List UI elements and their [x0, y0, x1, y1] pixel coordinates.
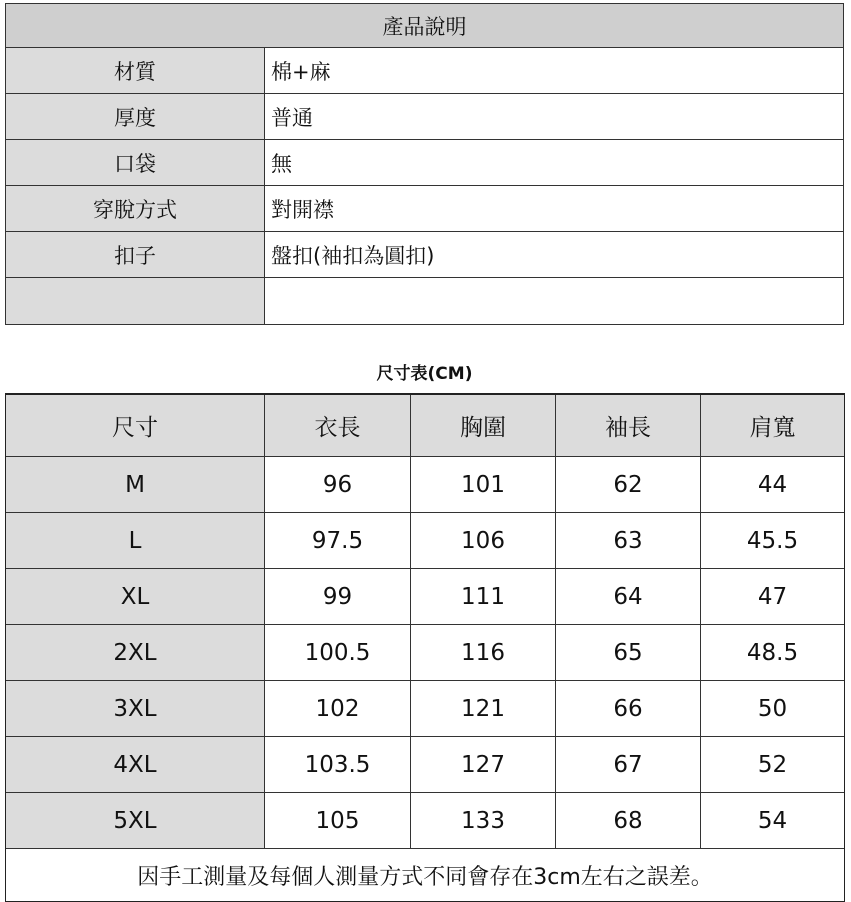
size-label: M — [6, 457, 265, 512]
table-cell: 47 — [757, 583, 788, 610]
table-cell: 121 — [411, 681, 556, 736]
table-cell: 45.5 — [746, 527, 799, 554]
desc-value — [265, 278, 843, 324]
table-cell: 100.5 — [265, 625, 411, 680]
table-cell: 67 — [556, 737, 701, 792]
desc-value: 普通 — [265, 94, 843, 139]
table-cell: 116 — [411, 625, 556, 680]
table-cell: 106 — [411, 513, 556, 568]
table-cell: 101 — [411, 457, 556, 512]
size-label: L — [6, 513, 265, 568]
column-header: 肩寬 — [701, 395, 844, 456]
product-description-table — [5, 3, 844, 325]
table-cell: 97.5 — [265, 513, 411, 568]
table-cell: 99 — [265, 569, 411, 624]
size-chart-header-row — [6, 395, 844, 457]
product-description-title: 產品說明 — [6, 4, 843, 48]
column-header: 衣長 — [265, 395, 411, 456]
table-cell: 50 — [757, 695, 788, 722]
desc-row-wearing-style — [6, 186, 843, 232]
table-row — [6, 625, 844, 681]
desc-row-empty — [6, 278, 843, 324]
desc-row-material — [6, 48, 843, 94]
desc-label: 扣子 — [6, 232, 265, 277]
table-row — [6, 513, 844, 569]
table-cell: 66 — [556, 681, 701, 736]
table-cell: 64 — [556, 569, 701, 624]
table-cell: 63 — [556, 513, 701, 568]
table-cell: 103.5 — [265, 737, 411, 792]
table-cell: 133 — [411, 793, 556, 848]
table-row — [6, 737, 844, 793]
column-header: 胸圍 — [411, 395, 556, 456]
desc-row-thickness — [6, 94, 843, 140]
table-cell: 105 — [265, 793, 411, 848]
table-cell: 127 — [411, 737, 556, 792]
table-row — [6, 793, 844, 849]
table-cell: 44 — [757, 471, 788, 498]
desc-label — [6, 278, 265, 324]
table-cell: 48.5 — [746, 639, 799, 666]
table-cell: 52 — [757, 751, 788, 778]
size-label: XL — [6, 569, 265, 624]
table-row — [6, 681, 844, 737]
desc-row-pocket — [6, 140, 843, 186]
size-chart-table — [5, 393, 845, 902]
table-cell: 62 — [556, 457, 701, 512]
size-label: 4XL — [6, 737, 265, 792]
desc-label: 材質 — [6, 48, 265, 93]
desc-label: 口袋 — [6, 140, 265, 185]
size-label: 5XL — [6, 793, 265, 848]
desc-label: 厚度 — [6, 94, 265, 139]
desc-value: 盤扣(袖扣為圓扣) — [265, 232, 843, 277]
measurement-note: 因手工測量及每個人測量方式不同會存在3cm左右之誤差。 — [137, 864, 713, 890]
size-label: 3XL — [6, 681, 265, 736]
table-cell: 111 — [411, 569, 556, 624]
desc-label: 穿脫方式 — [6, 186, 265, 231]
table-row — [6, 457, 844, 513]
table-cell: 65 — [556, 625, 701, 680]
column-header: 尺寸 — [6, 395, 265, 456]
table-row — [6, 569, 844, 625]
size-chart-title: 尺寸表(CM) — [376, 364, 473, 384]
desc-value: 棉+麻 — [265, 48, 843, 93]
size-label: 2XL — [6, 625, 265, 680]
desc-value: 對開襟 — [265, 186, 843, 231]
table-cell: 96 — [265, 457, 411, 512]
table-cell: 54 — [757, 807, 788, 834]
table-cell: 102 — [265, 681, 411, 736]
desc-value: 無 — [265, 140, 843, 185]
table-cell: 68 — [556, 793, 701, 848]
desc-row-buttons — [6, 232, 843, 278]
column-header: 袖長 — [556, 395, 701, 456]
